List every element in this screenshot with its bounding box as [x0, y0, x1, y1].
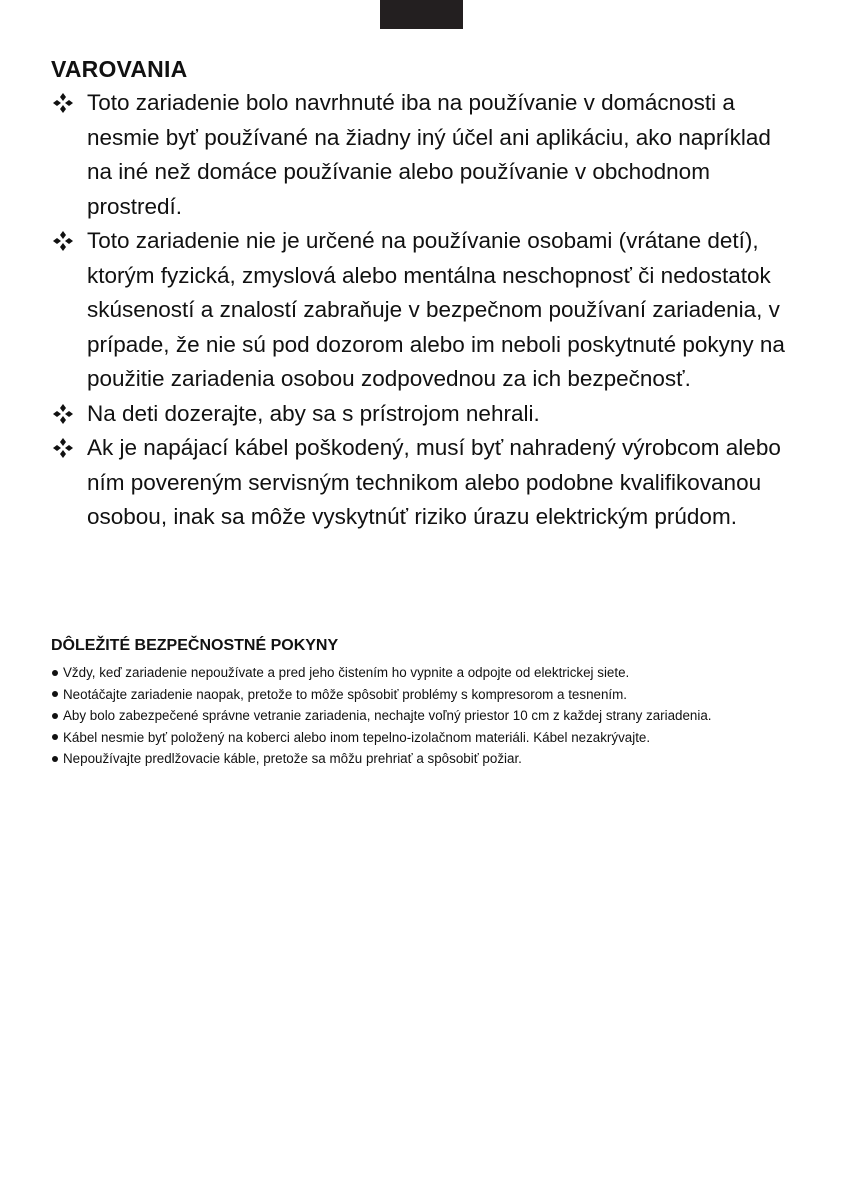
- safety-text: Nepoužívajte predlžovacie káble, pretože sa môžu prehriať a spôsobiť požiar.: [63, 751, 522, 766]
- warning-item: [51, 224, 796, 397]
- warnings-list: [51, 86, 796, 535]
- safety-heading: DÔLEŽITÉ BEZPEČNOSTNÉ POKYNY: [51, 637, 339, 654]
- safety-section: [51, 632, 771, 770]
- safety-text: Aby bolo zabezpečené správne vetranie zariadenia, nechajte voľný priestor 10 cm z každej strany zariadenia.: [63, 708, 712, 723]
- warning-text: Toto zariadenie bolo navrhnuté iba na používanie v domácnosti a nesmie byť používané na žiadny iný účel ani aplikáciu, ako napríklad na iné než domáce používanie alebo používanie v obchodnom prostredí.: [87, 90, 771, 219]
- warning-item: [51, 86, 796, 224]
- bullet-dot-icon: [52, 734, 58, 740]
- safety-item: [51, 705, 771, 727]
- page-header-tab: [380, 0, 463, 29]
- bullet-dot-icon: [52, 670, 58, 676]
- diamond-bullet-icon: [51, 224, 75, 259]
- diamond-bullet-icon: [51, 397, 75, 432]
- safety-item: [51, 727, 771, 749]
- warning-text: Toto zariadenie nie je určené na používanie osobami (vrátane detí), ktorým fyzická, zmyslová alebo mentálna neschopnosť či nedostatok skúseností a znalostí zabraňuje v bezpečnom používaní zariadenia, v prípade, že nie sú pod dozorom alebo im neboli poskytnuté pokyny na použitie zariadenia osobou zodpovednou za ich bezpečnosť.: [87, 228, 785, 391]
- safety-item: [51, 662, 771, 684]
- diamond-bullet-icon: [51, 431, 75, 466]
- safety-text: Kábel nesmie byť položený na koberci alebo inom tepelno-izolačnom materiáli. Kábel nezakrývajte.: [63, 729, 651, 745]
- safety-item: [51, 748, 771, 770]
- safety-item: [51, 684, 771, 706]
- warnings-heading: VAROVANIA: [51, 56, 188, 82]
- warning-text: Ak je napájací kábel poškodený, musí byť nahradený výrobcom alebo ním povereným servisným technikom alebo podobne kvalifikovanou osobou, inak sa môže vyskytnúť riziko úrazu elektrickým prúdom.: [87, 435, 781, 529]
- diamond-bullet-icon: [51, 86, 75, 121]
- safety-text: Vždy, keď zariadenie nepoužívate a pred jeho čistením ho vypnite a odpojte od elektrickej siete.: [63, 665, 630, 680]
- bullet-dot-icon: [52, 756, 58, 762]
- warnings-section: [51, 54, 796, 535]
- bullet-dot-icon: [52, 691, 58, 697]
- safety-text: Neotáčajte zariadenie naopak, pretože to môže spôsobiť problémy s kompresorom a tesnením.: [63, 686, 628, 702]
- safety-list: [51, 662, 771, 770]
- warning-text: Na deti dozerajte, aby sa s prístrojom nehrali.: [87, 400, 540, 426]
- warning-item: [51, 397, 796, 432]
- bullet-dot-icon: [52, 713, 58, 719]
- warning-item: [51, 431, 796, 535]
